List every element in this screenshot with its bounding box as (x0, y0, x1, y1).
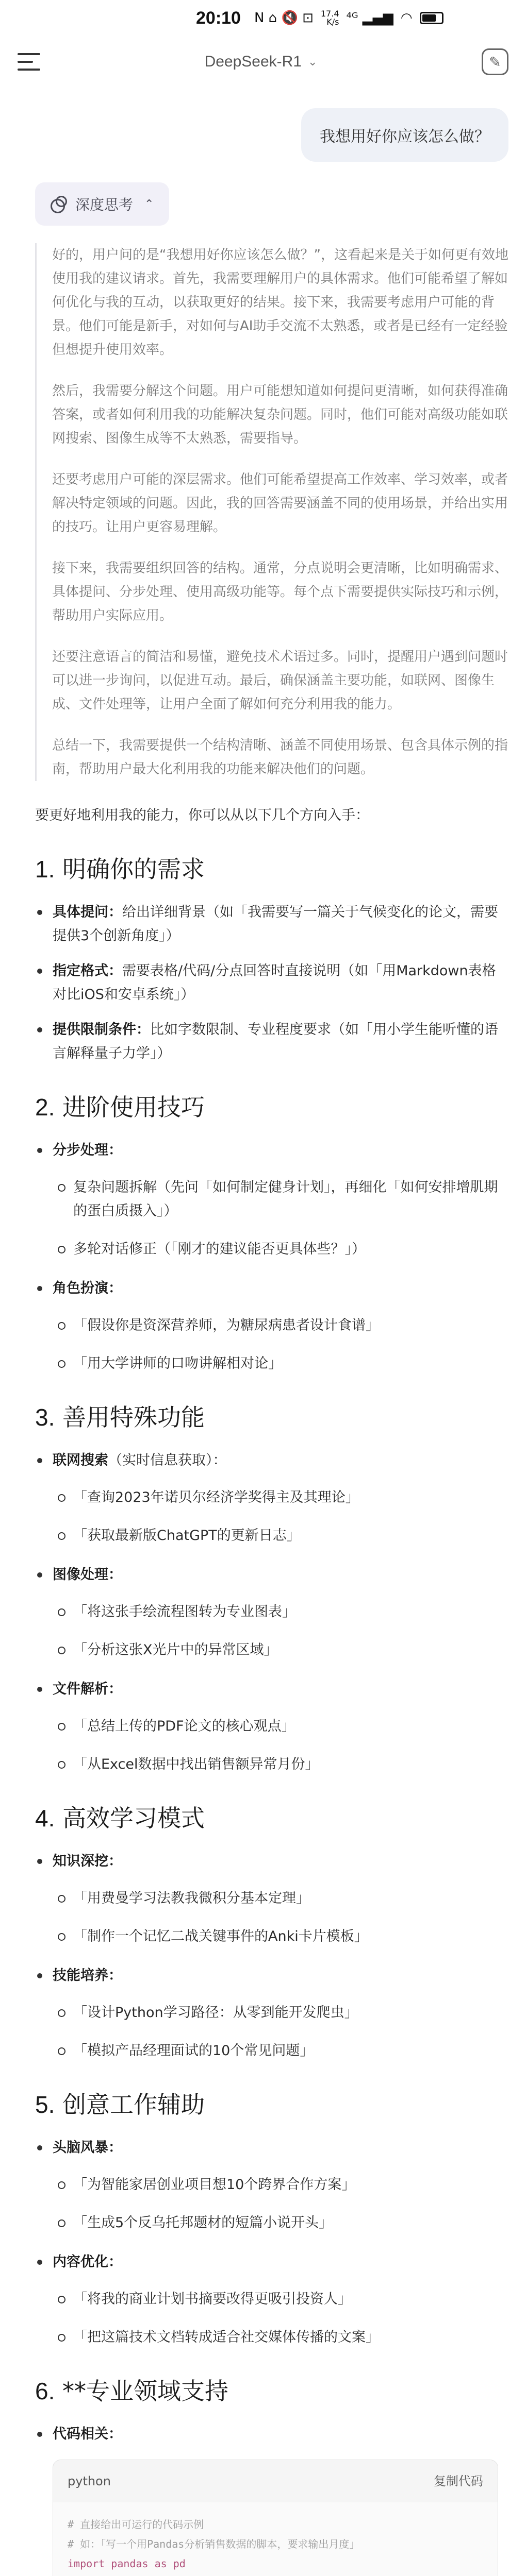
deep-think-label: 深度思考 (75, 196, 134, 213)
sub-list-item: 「制作一个记忆二战关键事件的Anki卡片模板」 (56, 1925, 498, 1948)
chevron-up-icon: ⌃ (144, 197, 154, 211)
model-name: DeepSeek-R1 (204, 53, 302, 70)
answer-intro: 要更好地利用我的能力，你可以从以下几个方向入手： (35, 807, 369, 823)
code-line: import pandas as pd (68, 2557, 186, 2570)
section-title: 明确你的需求 (62, 855, 205, 883)
new-chat-button[interactable] (482, 48, 508, 75)
list-item (35, 901, 498, 948)
deep-think-icon (51, 196, 67, 212)
thinking-paragraph: 还要考虑用户可能的深层需求。他们可能希望提高工作效率、学习效率，或者解决特定领域的问题。因此，我的回答需要涵盖不同的使用场景，并给出实用的技巧。让用户更容易理解。 (52, 472, 508, 535)
chevron-down-icon: ⌄ (308, 55, 318, 68)
code-line: # 直接给出可运行的代码示例 (68, 2518, 204, 2531)
sub-list-item: 「获取最新版ChatGPT的更新日志」 (56, 1524, 498, 1548)
sub-list-item: 「将我的商业计划书摘要改得更吸引投资人」 (56, 2287, 498, 2311)
list-item (35, 1850, 498, 1873)
list-group (35, 1677, 498, 1776)
user-message: 我想用好你应该怎么做？ (301, 108, 508, 162)
list-item (35, 1449, 498, 1472)
item-label: 知识深挖： (53, 1853, 122, 1869)
sub-list-item: 「生成5个反乌托邦题材的短篇小说开头」 (56, 2211, 498, 2235)
item-label: 联网搜索 (53, 1452, 108, 1468)
section-number: 5. (35, 2091, 55, 2118)
list-item (35, 2136, 498, 2160)
network-speed (321, 10, 339, 26)
sub-list (56, 2287, 498, 2349)
list-group (35, 1277, 498, 1376)
network-speed-value: 17.4 (320, 9, 339, 19)
item-label: 指定格式： (53, 963, 122, 979)
section-heading (35, 2091, 498, 2119)
sub-list (56, 1600, 498, 1662)
section-heading (35, 1806, 498, 1830)
section-title: 进阶使用技巧 (62, 1093, 205, 1121)
list-group (35, 1449, 498, 1548)
sub-list-item: 「分析这张X光片中的异常区域」 (56, 1638, 498, 1662)
code-line (68, 2573, 483, 2576)
wifi-icon: ◠ (400, 10, 413, 26)
answer-content (0, 799, 526, 2576)
thinking-paragraph: 还要注意语言的简洁和易懂，避免技术术语过多。同时，提醒用户遇到问题时可以进一步询问，以促进互动。最后，确保涵盖主要功能，如联网、图像生成、文件处理等，让用户全面了解如何充分利用我的能力。 (52, 649, 508, 712)
item-label: 分步处理： (53, 1142, 122, 1158)
section-number: 6. (35, 2378, 55, 2404)
user-message-row (0, 88, 526, 182)
section-heading (35, 1095, 498, 1119)
code-content (53, 2502, 498, 2576)
deep-think-toggle[interactable] (35, 182, 169, 226)
list-item (35, 1277, 498, 1300)
list-item (35, 2422, 498, 2446)
item-suffix: （实时信息获取）： (108, 1452, 227, 1468)
sub-list-item: 「用费曼学习法教我微积分基本定理」 (56, 1887, 498, 1910)
list-group (35, 2250, 498, 2349)
sub-list (56, 1176, 498, 1261)
new-chat-icon: ✎ (489, 53, 501, 71)
signal-icon: ⁴ᴳ ▂▄▆ (346, 10, 393, 26)
battery-icon (420, 12, 443, 24)
section-number: 2. (35, 1094, 55, 1121)
list-item (35, 959, 498, 1007)
sub-list-item: 多轮对话修正（「刚才的建议能否更具体些？」） (56, 1238, 498, 1261)
item-label: 代码相关： (53, 2426, 122, 2442)
item-text: 给出详细背景（如「我需要写一篇关于气候变化的论文，需要提供3个创新角度」） (53, 904, 498, 944)
section-title: 创意工作辅助 (62, 2091, 205, 2119)
list-item (35, 1139, 498, 1162)
section-number: 3. (35, 1404, 55, 1431)
clock: 20:10 (196, 8, 241, 28)
code-header (53, 2460, 498, 2502)
list-item (35, 1677, 498, 1701)
list-group (35, 1850, 498, 1948)
section-heading (35, 1405, 498, 1429)
answer-sections (35, 857, 498, 2576)
copy-code-button[interactable]: 复制代码 (434, 2474, 483, 2488)
sub-list (56, 1486, 498, 1548)
thinking-paragraph: 然后，我需要分解这个问题。用户可能想知道如何提问更清晰，如何获得准确答案，或者如何利用我的功能解决复杂问题。同时，他们可能对高级功能如联网搜索、图像生成等不太熟悉，需要指导。 (52, 383, 508, 446)
code-block (53, 2460, 498, 2576)
code-language: python (68, 2474, 111, 2488)
list-group (35, 1139, 498, 1261)
list-group (35, 2136, 498, 2235)
sub-list-item: 「查询2023年诺贝尔经济学奖得主及其理论」 (56, 1486, 498, 1510)
sub-list (56, 2173, 498, 2235)
list-item (35, 1018, 498, 1065)
thinking-paragraph: 好的，用户问的是“我想用好你应该怎么做？”，这看起来是关于如何更有效地使用我的建议请求。首先，我需要理解用户的具体需求。他们可能希望了解如何优化与我的互动，以获取更好的结果。接下来，我需要考虑用户可能的背景。他们可能是新手，对如何与AI助手交流不太熟悉，或者是已经有一定经验但想提升使用效率。 (52, 247, 508, 358)
code-line: # 如：「写一个用Pandas分析销售数据的脚本，要求输出月度」 (68, 2538, 360, 2550)
item-label: 具体提问： (53, 904, 122, 920)
list-group (35, 1964, 498, 2063)
sub-list-item: 「设计Python学习路径：从零到能开发爬虫」 (56, 2001, 498, 2025)
notification-icons: N ⌂ 🔇 ⊡ (254, 10, 314, 26)
thinking-paragraph: 总结一下，我需要提供一个结构清晰、涵盖不同使用场景、包含具体示例的指南，帮助用户最大化利用我的功能来解决他们的问题。 (52, 738, 508, 777)
list-item (35, 1964, 498, 1988)
sub-list-item: 「为智能家居创业项目想10个跨界合作方案」 (56, 2173, 498, 2197)
status-bar (0, 0, 526, 36)
sub-list (56, 1314, 498, 1376)
sub-list (56, 1887, 498, 1948)
item-text: 需要表格/代码/分点回答时直接说明（如「用Markdown表格对比iOS和安卓系统」） (53, 963, 496, 1003)
section-title: **专业领域支持 (62, 2377, 228, 2405)
list-item (35, 1563, 498, 1587)
sub-list-item: 「用大学讲师的口吻讲解相对论」 (56, 1352, 498, 1376)
sub-list-item: 「模拟产品经理面试的10个常见问题」 (56, 2039, 498, 2063)
item-label: 提供限制条件： (53, 1022, 150, 1038)
list-group (35, 1563, 498, 1662)
thinking-paragraph: 接下来，我需要组织回答的结构。通常，分点说明会更清晰，比如明确需求、具体提问、分步处理、使用高级功能等。每个点下需要提供实际技巧和示例，帮助用户实际应用。 (52, 561, 508, 623)
app-header (0, 36, 526, 88)
thinking-content (35, 243, 511, 781)
section-heading (35, 2379, 498, 2403)
item-label: 角色扮演： (53, 1280, 122, 1296)
network-speed-unit: K/s (326, 17, 339, 27)
status-icons (254, 10, 443, 26)
sub-list-item: 「将这张手绘流程图转为专业图表」 (56, 1600, 498, 1624)
sub-list-item: 「总结上传的PDF论文的核心观点」 (56, 1715, 498, 1738)
sub-list (56, 2001, 498, 2063)
section-title: 善用特殊功能 (62, 1403, 205, 1431)
section-number: 4. (35, 1805, 55, 1832)
sub-list-item: 「假设你是资深营养师，为糖尿病患者设计食谱」 (56, 1314, 498, 1337)
sub-list-item: 复杂问题拆解（先问「如何制定健身计划」，再细化「如何安排增肌期的蛋白质摄入」） (56, 1176, 498, 1223)
section-number: 1. (35, 856, 55, 883)
item-label: 头脑风暴： (53, 2140, 122, 2156)
item-text: 比如字数限制、专业程度要求（如「用小学生能听懂的语言解释量子力学」） (53, 1022, 498, 1061)
sub-list-item: 「把这篇技术文档转成适合社交媒体传播的文案」 (56, 2326, 498, 2349)
item-label: 内容优化： (53, 2254, 122, 2270)
sub-list (56, 1715, 498, 1776)
sub-list-item: 「从Excel数据中找出销售额异常月份」 (56, 1753, 498, 1776)
menu-icon[interactable] (18, 53, 40, 71)
model-selector[interactable] (205, 53, 318, 71)
section-title: 高效学习模式 (62, 1804, 205, 1832)
list-item (35, 2250, 498, 2274)
section-heading (35, 857, 498, 881)
item-label: 文件解析： (53, 1681, 122, 1697)
item-label: 图像处理： (53, 1567, 122, 1583)
item-label: 技能培养： (53, 1968, 122, 1984)
